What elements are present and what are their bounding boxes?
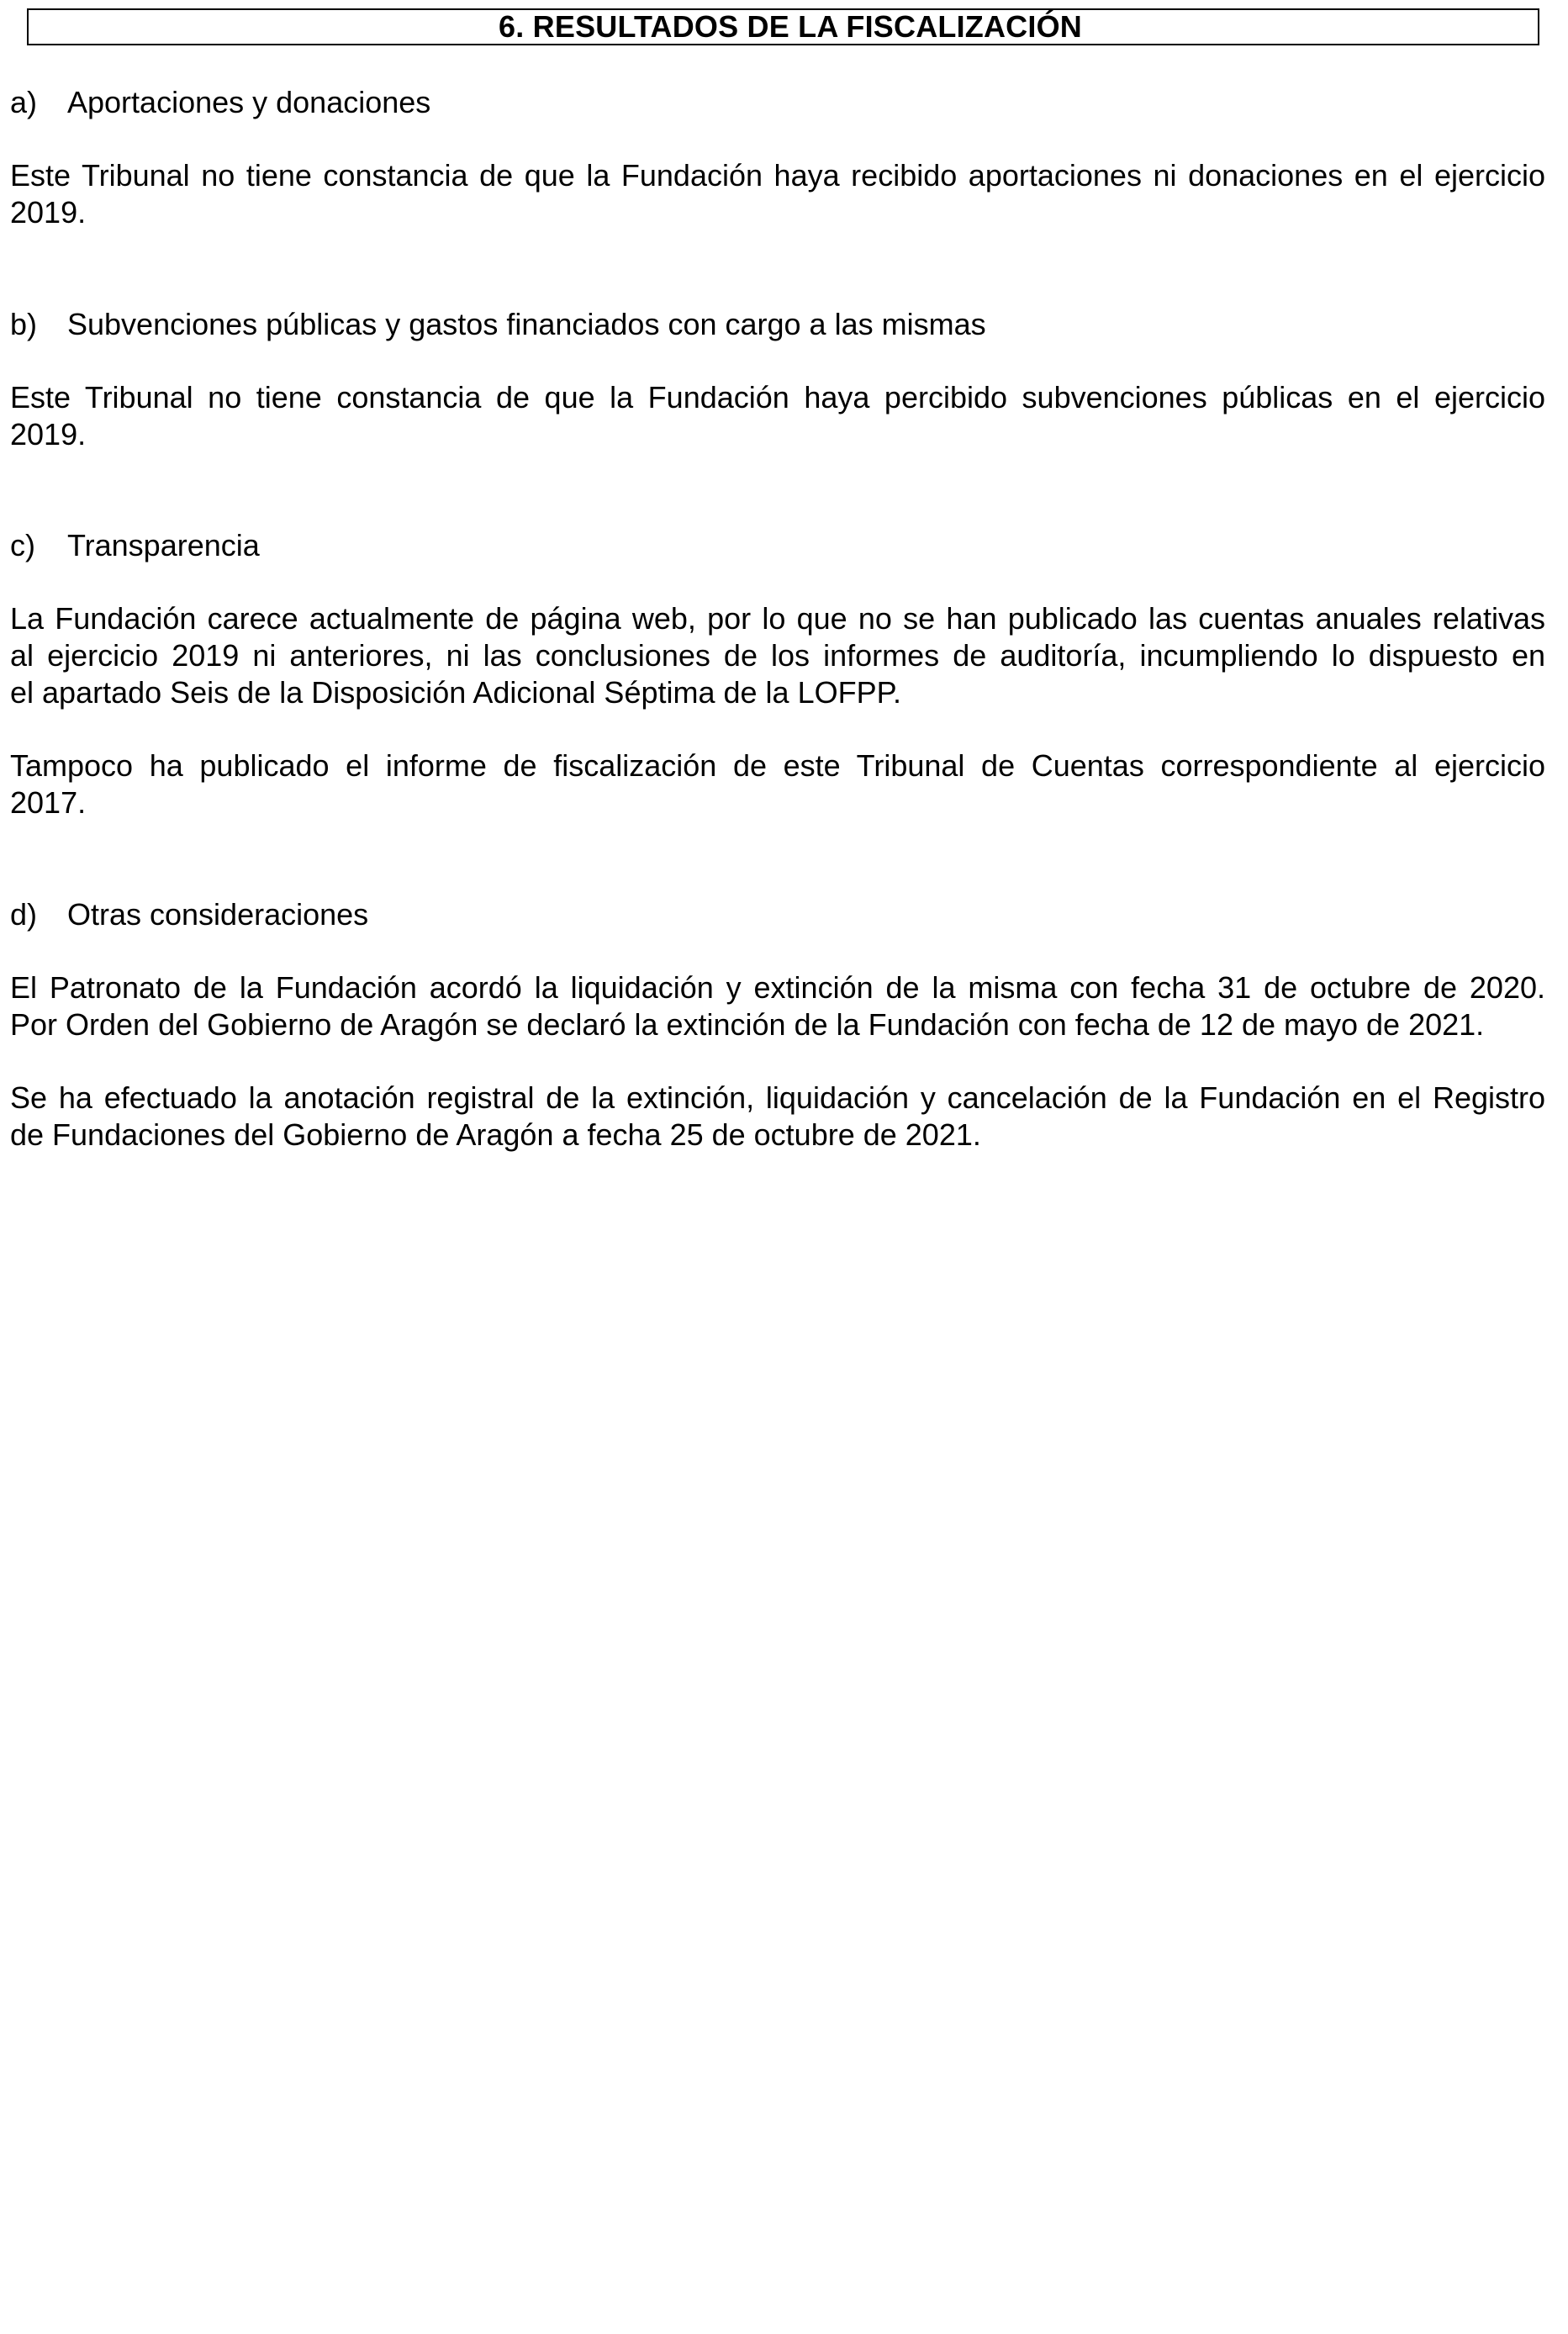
section-title: 6. RESULTADOS DE LA FISCALIZACIÓN <box>499 9 1082 44</box>
paragraph-line: Este Tribunal no tiene constancia de que la Fundación haya percibido subvenciones públicas en el ejercicio <box>10 380 1545 415</box>
heading-a-letter: a) <box>10 85 38 119</box>
section-title-box <box>27 8 1539 45</box>
paragraph-line: 2019. <box>10 195 87 230</box>
paragraph-d-1 <box>10 969 1545 1043</box>
paragraph-line: el apartado Seis de la Disposición Adicional Séptima de la LOFPP. <box>10 675 901 710</box>
paragraph-line: El Patronato de la Fundación acordó la liquidación y extinción de la misma con fecha 31 de octubre de 2020. <box>10 970 1545 1005</box>
paragraph-d-2 <box>10 1080 1545 1154</box>
paragraph-c-2 <box>10 747 1545 821</box>
paragraph-line: de Fundaciones del Gobierno de Aragón a fecha 25 de octubre de 2021. <box>10 1117 981 1152</box>
heading-a-text: Aportaciones y donaciones <box>67 85 431 119</box>
paragraph-line: 2019. <box>10 417 87 451</box>
heading-c-text: Transparencia <box>67 528 260 562</box>
paragraph-line: 2017. <box>10 785 87 820</box>
heading-d <box>10 896 368 933</box>
paragraph-line: La Fundación carece actualmente de página web, por lo que no se han publicado las cuentas anuales relativas <box>10 601 1545 636</box>
heading-c-letter: c) <box>10 528 35 562</box>
heading-b-letter: b) <box>10 307 38 341</box>
heading-d-text: Otras consideraciones <box>67 897 369 932</box>
heading-c <box>10 527 260 564</box>
paragraph-line: al ejercicio 2019 ni anteriores, ni las conclusiones de los informes de auditoría, incumpliendo lo dispuesto en <box>10 638 1545 673</box>
paragraph-b-1 <box>10 379 1545 453</box>
paragraph-line: Se ha efectuado la anotación registral de la extinción, liquidación y cancelación de la Fundación en el Registro <box>10 1080 1545 1115</box>
heading-b-text: Subvenciones públicas y gastos financiados con cargo a las mismas <box>67 307 986 341</box>
paragraph-a-1 <box>10 157 1545 231</box>
paragraph-line: Tampoco ha publicado el informe de fiscalización de este Tribunal de Cuentas correspondiente al ejercicio <box>10 748 1545 783</box>
heading-a <box>10 84 430 121</box>
paragraph-c-1 <box>10 600 1545 711</box>
paragraph-line: Este Tribunal no tiene constancia de que la Fundación haya recibido aportaciones ni donaciones en el ejercicio <box>10 158 1545 193</box>
heading-d-letter: d) <box>10 897 38 932</box>
heading-b <box>10 306 986 343</box>
paragraph-line: Por Orden del Gobierno de Aragón se declaró la extinción de la Fundación con fecha de 12 de mayo de 2021. <box>10 1007 1485 1042</box>
